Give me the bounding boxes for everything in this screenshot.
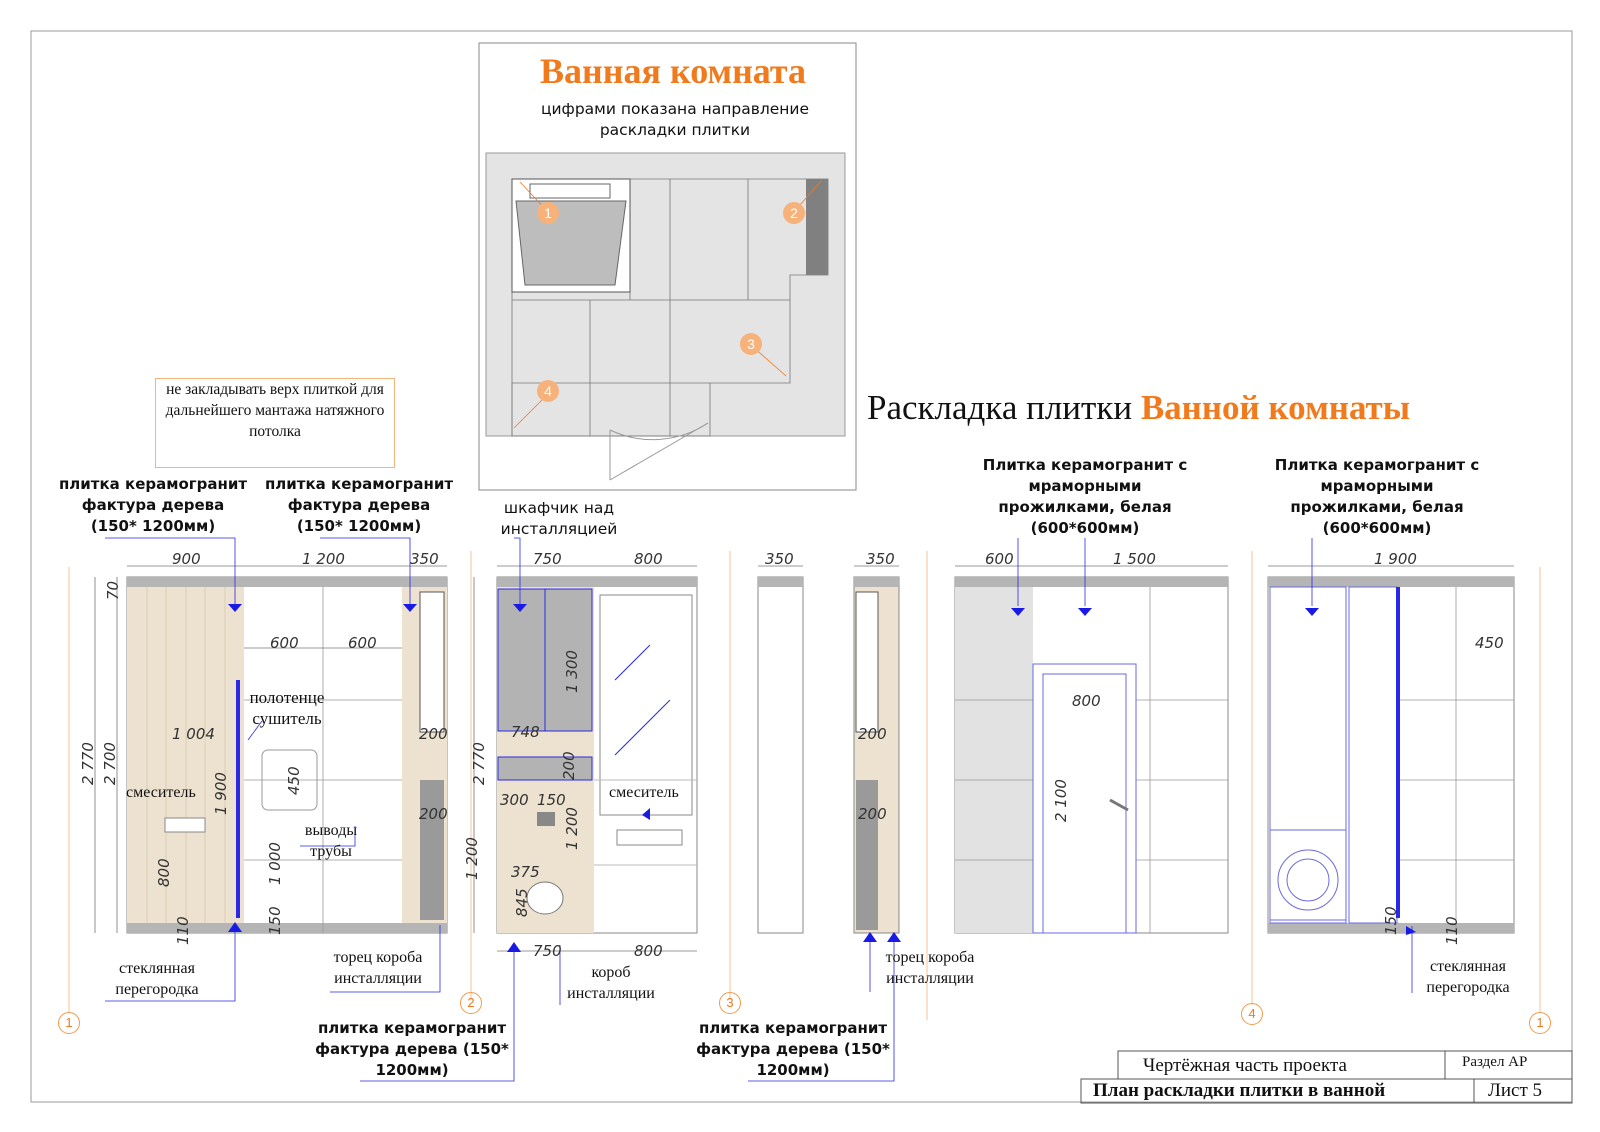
dim-w1-2700: 2 700: [101, 742, 119, 785]
box-end-note-b: торец короба инсталляции: [885, 949, 975, 987]
section-marker-2: 2: [460, 992, 482, 1014]
wood-tile-note-b: плитка керамогранит фактура дерева (150* 1200мм): [264, 475, 454, 535]
dim-w1-600a: 600: [270, 634, 299, 652]
mixer-note-a: смеситель: [126, 784, 196, 801]
key-panel-title: Ванная комната: [539, 51, 807, 91]
glass-note-a: стеклянная перегородка: [115, 960, 199, 998]
dim-w1-2770: 2 770: [79, 742, 97, 785]
dim-w5-450: 450: [1475, 634, 1504, 652]
dim-w2-748: 748: [511, 723, 540, 741]
pipes-note: выводы трубы: [304, 822, 358, 860]
dim-w4-2100: 2 100: [1052, 779, 1070, 822]
dim-w3b-200a: 200: [858, 725, 887, 743]
dim-w1-200b: 200: [419, 805, 448, 823]
dim-w2-2770: 2 770: [470, 742, 488, 785]
title-block-sheet-title: План раскладки плитки в ванной: [1093, 1080, 1386, 1101]
key-marker-2: 2: [783, 202, 805, 224]
main-title-accent: Ванной комнаты: [1140, 388, 1411, 427]
glass-note-b: стеклянная перегородка: [1426, 958, 1510, 996]
mixer-note-b: смеситель: [609, 784, 679, 801]
dim-w2-1200a: 1 200: [463, 837, 481, 880]
dim-w1-110: 110: [174, 916, 192, 945]
dim-w5-150: 150: [1382, 906, 1400, 935]
dim-w1-200a: 200: [419, 725, 448, 743]
dim-w3-350: 350: [765, 550, 794, 568]
elevation-5: [1268, 577, 1514, 933]
cabinet-note: шкафчик над инсталляцией: [500, 499, 618, 538]
ceiling-note: не закладывать верх плиткой для дальнейшего мантажа натяжного потолка: [155, 378, 395, 468]
section-marker-1b: 1: [1529, 1012, 1551, 1034]
dim-w2-1300: 1 300: [563, 650, 581, 693]
dim-w3b-200b: 200: [858, 805, 887, 823]
main-title-prefix: Раскладка плитки: [867, 388, 1133, 427]
dim-w2-800b: 800: [634, 942, 663, 960]
wood-tile-note-a: плитка керамогранит фактура дерева (150* 1200мм): [58, 475, 248, 535]
dim-w1-800: 800: [155, 858, 173, 887]
main-title: [867, 388, 1410, 428]
elevation-4: [955, 577, 1228, 933]
key-marker-3: 3: [740, 333, 762, 355]
dim-w4-600: 600: [985, 550, 1014, 568]
dim-w2-200: 200: [560, 751, 578, 780]
towel-note: полотенце сушитель: [249, 688, 325, 728]
dim-w1-1200: 1 200: [302, 550, 345, 568]
elevation-3: [758, 577, 899, 933]
wood-tile-note-d: плитка керамогранит фактура дерева (150* 1200мм): [696, 1019, 890, 1079]
dim-w1-1004: 1 004: [172, 725, 215, 743]
dim-w2-300: 300: [500, 791, 529, 809]
key-marker-1: 1: [537, 202, 559, 224]
dim-w1-600b: 600: [348, 634, 377, 652]
title-block-section: Раздел АР: [1462, 1054, 1528, 1070]
section-marker-1: 1: [58, 1012, 80, 1034]
dim-w1-1900: 1 900: [212, 772, 230, 815]
dim-w1-70: 70: [104, 580, 122, 600]
dim-w2-375: 375: [511, 863, 540, 881]
marble-note-a: Плитка керамогранит с мраморными прожилками, белая (600*600мм): [982, 456, 1188, 537]
dim-w1-350: 350: [410, 550, 439, 568]
dim-w5-1900: 1 900: [1374, 550, 1417, 568]
section-marker-4: 4: [1241, 1003, 1263, 1025]
marble-note-b: Плитка керамогранит с мраморными прожилками, белая (600*600мм): [1274, 456, 1480, 537]
elevation-1: [127, 577, 447, 933]
dim-w5-110: 110: [1443, 916, 1461, 945]
key-panel-subtitle: цифрами показана направление раскладки плитки: [540, 100, 810, 139]
dim-w2-750b: 750: [533, 942, 562, 960]
dim-w2-800: 800: [634, 550, 663, 568]
box-note: короб инсталляции: [567, 964, 655, 1002]
title-block-sheet: Лист 5: [1488, 1080, 1543, 1101]
dim-w1-450: 450: [285, 766, 303, 795]
title-block-project: Чертёжная часть проекта: [1143, 1055, 1347, 1076]
dim-w2-150: 150: [537, 791, 566, 809]
wood-tile-note-c: плитка керамогранит фактура дерева (150* 1200мм): [315, 1019, 509, 1079]
dim-w4-1500: 1 500: [1113, 550, 1156, 568]
dim-w2-845: 845: [513, 888, 531, 917]
section-marker-3: 3: [719, 992, 741, 1014]
key-marker-4: 4: [537, 380, 559, 402]
dim-w3b-350: 350: [866, 550, 895, 568]
box-end-note-a: торец короба инсталляции: [333, 949, 423, 987]
dim-w1-150: 150: [266, 906, 284, 935]
dim-w2-1200b: 1 200: [563, 807, 581, 850]
dim-w4-800: 800: [1072, 692, 1101, 710]
dim-w1-1000: 1 000: [266, 842, 284, 885]
dim-w2-750: 750: [533, 550, 562, 568]
dim-w1-900: 900: [172, 550, 201, 568]
